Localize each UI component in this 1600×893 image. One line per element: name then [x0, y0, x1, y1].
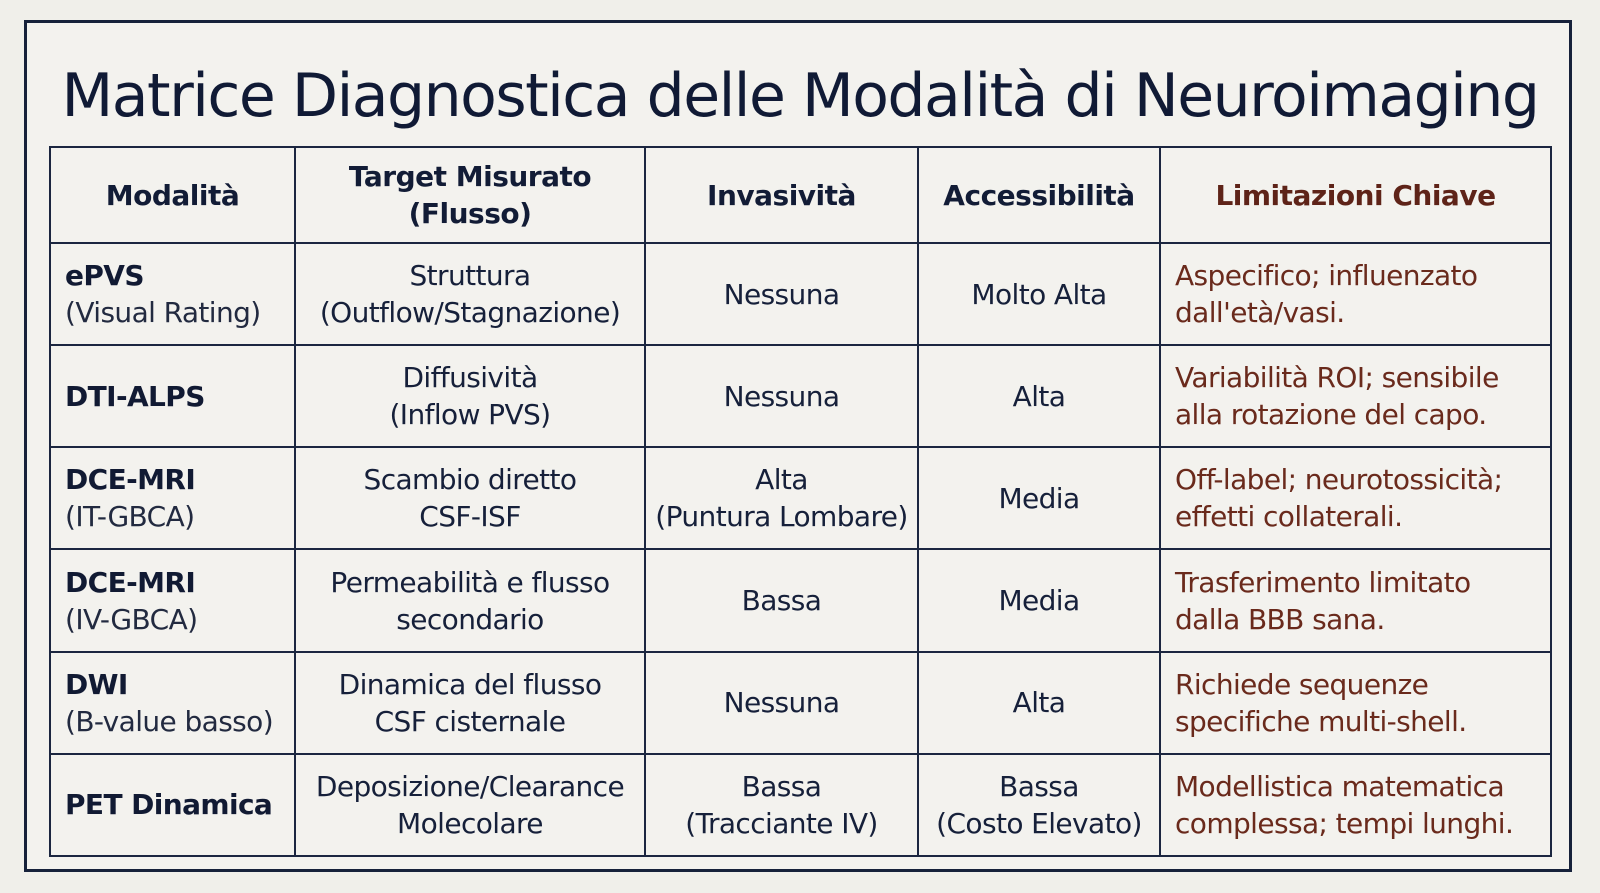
table-header-row	[50, 147, 1551, 243]
header-accessibility: Accessibilità	[918, 147, 1160, 243]
table-row	[50, 447, 1551, 549]
cell-limitations-line: Trasferimento limitato	[1175, 565, 1471, 599]
cell-modality	[50, 447, 295, 549]
cell-limitations-line: effetti collaterali.	[1175, 500, 1403, 534]
cell-accessibility	[918, 652, 1160, 754]
cell-target-line: (Outflow/Stagnazione)	[319, 296, 621, 330]
header-target-line2: (Flusso)	[408, 197, 532, 230]
cell-limitations	[1160, 243, 1551, 345]
header-limitations: Limitazioni Chiave	[1160, 147, 1551, 243]
cell-modality	[50, 243, 295, 345]
header-target-line1: Target Misurato	[348, 160, 592, 193]
cell-target-line: Permeabilità e flusso	[330, 565, 610, 599]
cell-limitations-line: alla rotazione del capo.	[1175, 398, 1487, 432]
cell-target-line: secondario	[396, 602, 544, 636]
cell-invasiveness	[645, 549, 918, 651]
cell-target	[295, 447, 645, 549]
cell-accessibility-line: Alta	[1012, 686, 1066, 720]
modality-name: DWI	[65, 667, 128, 701]
cell-target-line: Dinamica del flusso	[338, 667, 602, 701]
modality-name: DCE-MRI	[65, 565, 196, 599]
header-modality: Modalità	[50, 147, 295, 243]
cell-accessibility-line: Media	[998, 584, 1080, 618]
cell-accessibility-line: Alta	[1012, 379, 1066, 413]
cell-accessibility-line: Bassa	[999, 769, 1079, 803]
cell-accessibility-line: Molto Alta	[971, 277, 1107, 311]
modality-name: ePVS	[65, 259, 144, 293]
modality-subtitle: (Visual Rating)	[65, 296, 261, 330]
cell-modality	[50, 652, 295, 754]
cell-invasiveness-line: Nessuna	[723, 277, 840, 311]
cell-limitations	[1160, 652, 1551, 754]
cell-invasiveness	[645, 345, 918, 447]
cell-target	[295, 754, 645, 856]
cell-target-line: Molecolare	[397, 806, 543, 840]
cell-limitations-line: Off-label; neurotossicità;	[1175, 463, 1503, 497]
cell-target-line: Deposizione/Clearance	[315, 769, 625, 803]
cell-invasiveness	[645, 243, 918, 345]
modality-name: DTI-ALPS	[65, 379, 205, 413]
cell-accessibility	[918, 345, 1160, 447]
header-target	[295, 147, 645, 243]
cell-accessibility	[918, 754, 1160, 856]
cell-target-line: CSF-ISF	[419, 500, 521, 534]
cell-invasiveness-line: Nessuna	[723, 686, 840, 720]
cell-limitations	[1160, 549, 1551, 651]
cell-limitations	[1160, 754, 1551, 856]
cell-invasiveness	[645, 754, 918, 856]
table-row	[50, 345, 1551, 447]
cell-invasiveness-line: (Puntura Lombare)	[655, 500, 908, 534]
cell-invasiveness-line: Nessuna	[723, 379, 840, 413]
cell-target	[295, 243, 645, 345]
cell-limitations-line: Richiede sequenze	[1175, 667, 1429, 701]
cell-target-line: Diffusività	[402, 361, 538, 395]
table-row	[50, 243, 1551, 345]
cell-limitations-line: Variabilità ROI; sensibile	[1175, 361, 1499, 395]
cell-modality	[50, 754, 295, 856]
cell-invasiveness-line: Bassa	[741, 769, 822, 803]
cell-modality	[50, 345, 295, 447]
cell-invasiveness-line: Alta	[755, 463, 808, 497]
modality-subtitle: (B-value basso)	[65, 704, 274, 738]
cell-target-line: Scambio diretto	[363, 463, 577, 497]
table-row	[50, 549, 1551, 651]
page-title: Matrice Diagnostica delle Modalità di Neuroimaging	[61, 61, 1539, 131]
cell-limitations	[1160, 345, 1551, 447]
cell-target-line: Struttura	[409, 259, 531, 293]
cell-target-line: (Inflow PVS)	[389, 398, 551, 432]
cell-limitations-line: dalla BBB sana.	[1175, 602, 1385, 636]
table-row	[50, 754, 1551, 856]
cell-invasiveness	[645, 652, 918, 754]
cell-limitations-line: Aspecifico; influenzato	[1175, 259, 1478, 293]
modality-name: PET Dinamica	[65, 788, 273, 822]
modality-subtitle: (IV-GBCA)	[65, 602, 198, 636]
cell-target	[295, 549, 645, 651]
table-row	[50, 652, 1551, 754]
cell-accessibility	[918, 447, 1160, 549]
cell-accessibility-line: Media	[998, 481, 1080, 515]
cell-limitations-line: dall'età/vasi.	[1175, 296, 1345, 330]
cell-target	[295, 652, 645, 754]
modality-subtitle: (IT-GBCA)	[65, 500, 195, 534]
cell-invasiveness	[645, 447, 918, 549]
cell-limitations-line: complessa; tempi lunghi.	[1175, 806, 1514, 840]
cell-limitations-line: Modellistica matematica	[1175, 769, 1505, 803]
cell-accessibility-line: (Costo Elevato)	[936, 806, 1142, 840]
cell-invasiveness-line: Bassa	[741, 584, 822, 618]
header-invasiveness: Invasività	[645, 147, 918, 243]
cell-modality	[50, 549, 295, 651]
cell-invasiveness-line: (Tracciante IV)	[685, 806, 878, 840]
cell-limitations	[1160, 447, 1551, 549]
cell-target	[295, 345, 645, 447]
cell-accessibility	[918, 549, 1160, 651]
modality-name: DCE-MRI	[65, 463, 196, 497]
cell-limitations-line: specifiche multi-shell.	[1175, 704, 1467, 738]
cell-accessibility	[918, 243, 1160, 345]
diagnostic-matrix-table	[49, 146, 1552, 857]
cell-target-line: CSF cisternale	[374, 704, 566, 738]
